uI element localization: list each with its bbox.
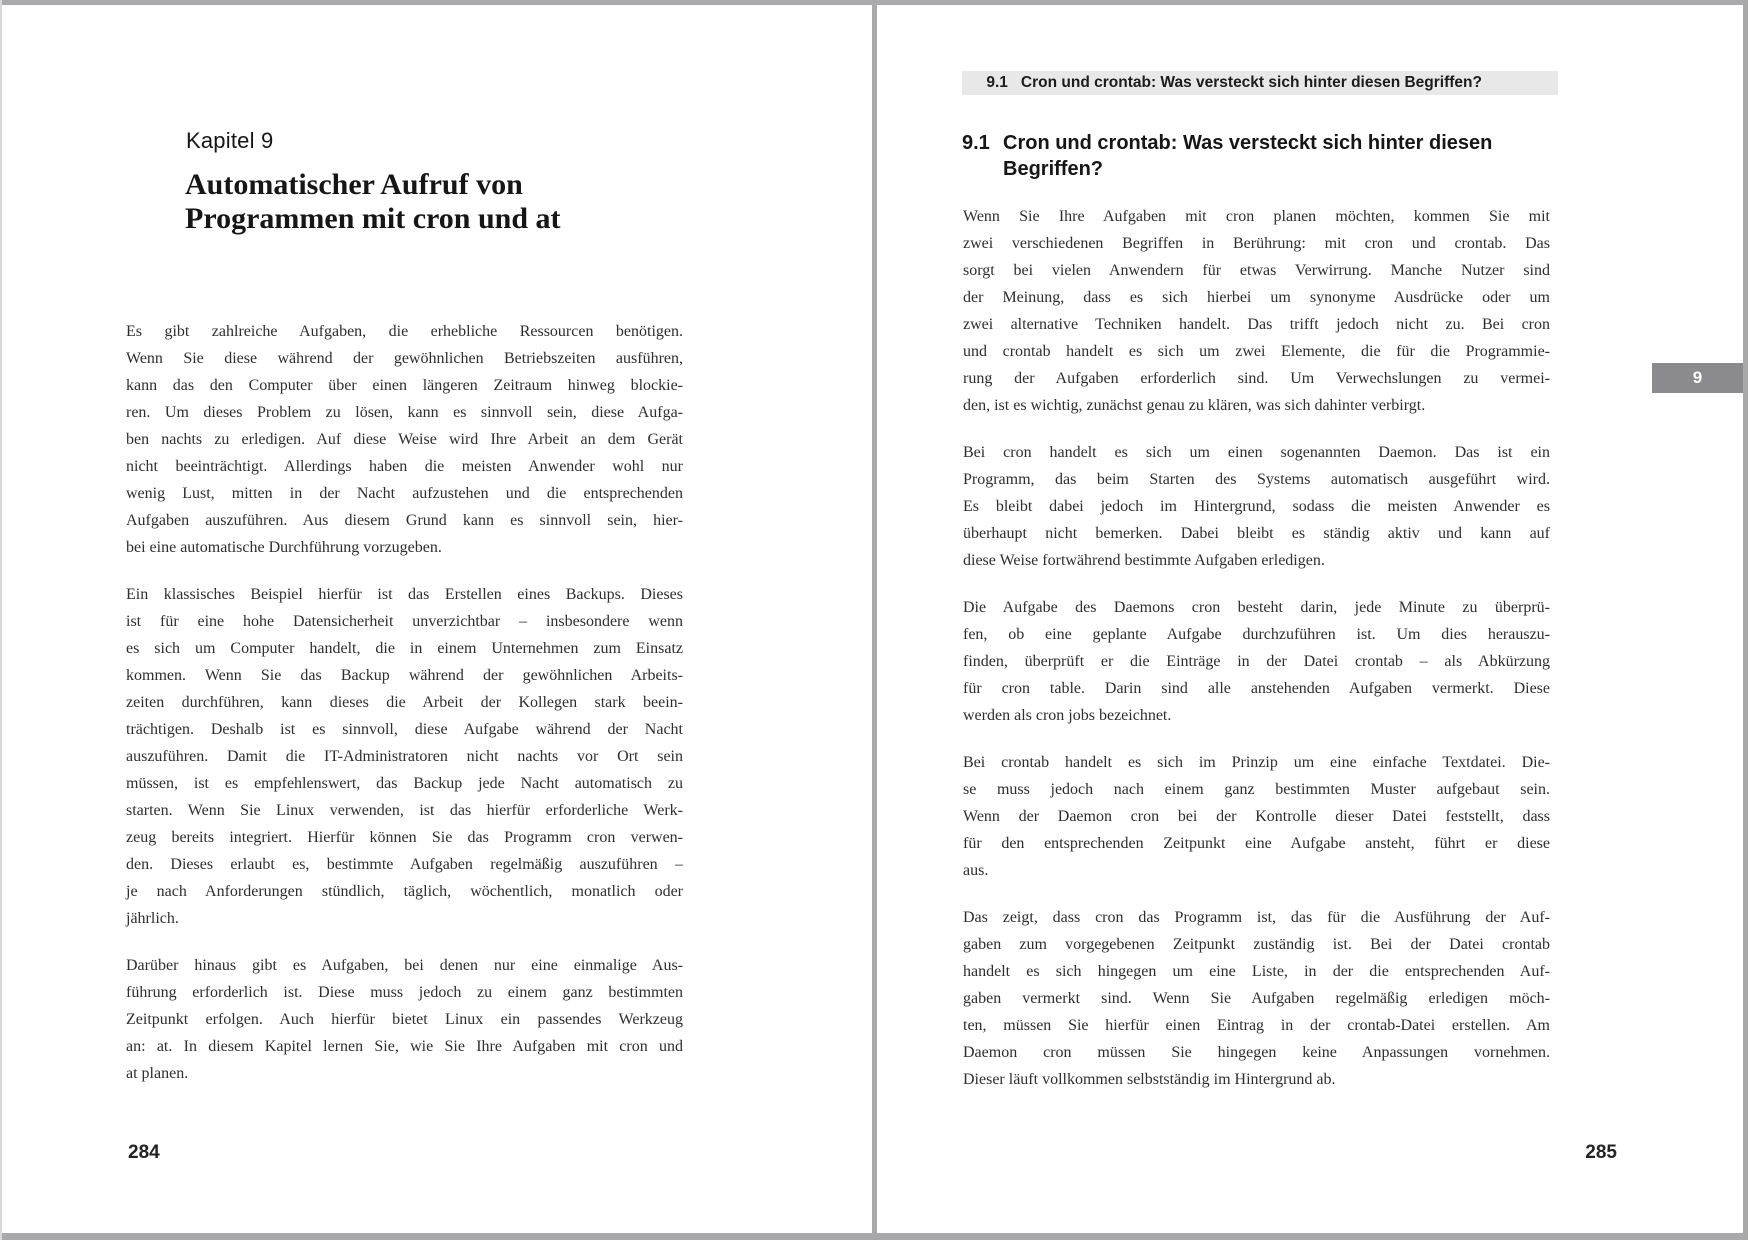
paragraph bbox=[963, 904, 1550, 1093]
text-line: Programm, das beim Starten des Systems automatisch ausgeführt wird. bbox=[963, 471, 1550, 488]
text-line: ren. Um dieses Problem zu lösen, kann es sinnvoll sein, diese Aufga- bbox=[126, 404, 683, 421]
page-divider bbox=[872, 0, 877, 1240]
text-line: jährlich. bbox=[126, 910, 179, 927]
text-line: je nach Anforderungen stündlich, täglich, wöchentlich, monatlich oder bbox=[126, 883, 683, 900]
left-page-body bbox=[126, 318, 683, 1107]
text-line: aus. bbox=[963, 862, 989, 879]
text-line: nicht beeinträchtigt. Allerdings haben die meisten Anwender wohl nur bbox=[126, 458, 683, 475]
text-line: den, ist es wichtig, zunächst genau zu klären, was sich dahinter verbirgt. bbox=[963, 397, 1426, 414]
chapter-number-label: Kapitel 9 bbox=[186, 128, 274, 153]
section-heading-title bbox=[1003, 130, 1492, 182]
text-line: finden, überprüft er die Einträge in der Datei crontab – als Abkürzung bbox=[963, 653, 1550, 670]
text-line: Dieser läuft vollkommen selbstständig im Hintergrund ab. bbox=[963, 1071, 1336, 1088]
chapter-title bbox=[185, 168, 785, 236]
text-line: auszuführen. Damit die IT-Administratoren nicht nachts vor Ort sein bbox=[126, 748, 683, 765]
text-line: Es bleibt dabei jedoch im Hintergrund, sodass die meisten Anwender es bbox=[963, 498, 1550, 515]
text-line: zeiten durchführen, kann dieses die Arbeit der Kollegen stark beein- bbox=[126, 694, 683, 711]
text-line: sorgt bei vielen Anwendern für etwas Verwirrung. Manche Nutzer sind bbox=[963, 262, 1550, 279]
text-line: zeug bereits integriert. Hierfür können Sie das Programm cron verwen- bbox=[126, 829, 683, 846]
text-line: und crontab handelt es sich um zwei Elemente, die für die Programmie- bbox=[963, 343, 1550, 360]
page-number-left: 284 bbox=[128, 1142, 160, 1163]
text-line: müssen, ist es empfehlenswert, das Backup jede Nacht automatisch zu bbox=[126, 775, 683, 792]
frame-right-bar bbox=[1743, 0, 1748, 1240]
text-line: kommen. Wenn Sie das Backup während der gewöhnlichen Arbeits- bbox=[126, 667, 683, 684]
paragraph bbox=[126, 318, 683, 561]
text-line: den. Dieses erlaubt es, bestimmte Aufgaben regelmäßig auszuführen – bbox=[126, 856, 683, 873]
text-line: Zeitpunkt erfolgen. Auch hierfür bietet Linux ein passendes Werkzeug bbox=[126, 1011, 683, 1028]
frame-top-bar bbox=[0, 0, 1748, 5]
running-header bbox=[962, 71, 1558, 95]
running-header-number: 9.1 bbox=[986, 74, 1008, 91]
running-header-text: Cron und crontab: Was versteckt sich hinter diesen Begriffen? bbox=[1020, 74, 1482, 91]
heading-line: Begriffen? bbox=[1003, 158, 1103, 180]
paragraph bbox=[126, 581, 683, 932]
text-line: es sich um Computer handelt, die in einem Unternehmen zum Einsatz bbox=[126, 640, 683, 657]
text-line: diese Weise fortwährend bestimmte Aufgaben erledigen. bbox=[963, 552, 1325, 569]
text-line: fen, ob eine geplante Aufgabe durchzuführen ist. Um dies herauszu- bbox=[963, 626, 1550, 643]
text-line: Darüber hinaus gibt es Aufgaben, bei denen nur eine einmalige Aus- bbox=[126, 957, 683, 974]
text-line: zwei alternative Techniken handelt. Das trifft jedoch nicht zu. Bei cron bbox=[963, 316, 1550, 333]
paragraph bbox=[963, 439, 1550, 574]
text-line: an: at. In diesem Kapitel lernen Sie, wie Sie Ihre Aufgaben mit cron und bbox=[126, 1038, 683, 1055]
text-line: Wenn Sie diese während der gewöhnlichen Betriebszeiten ausführen, bbox=[126, 350, 683, 367]
text-line: bei eine automatische Durchführung vorzugeben. bbox=[126, 539, 442, 556]
text-line: ten, müssen Sie hierfür einen Eintrag in der crontab-Datei erstellen. Am bbox=[963, 1017, 1550, 1034]
text-line: Daemon cron müssen Sie hingegen keine Anpassungen vornehmen. bbox=[963, 1044, 1550, 1061]
text-line: Ein klassisches Beispiel hierfür ist das Erstellen eines Backups. Dieses bbox=[126, 586, 683, 603]
text-line: werden als cron jobs bezeichnet. bbox=[963, 707, 1172, 724]
text-line: der Meinung, dass es sich hierbei um synonyme Ausdrücke oder um bbox=[963, 289, 1550, 306]
text-line: für cron table. Darin sind alle anstehenden Aufgaben vermerkt. Diese bbox=[963, 680, 1550, 697]
paragraph bbox=[963, 203, 1550, 419]
text-line: kann das den Computer über einen längeren Zeitraum hinweg blockie- bbox=[126, 377, 683, 394]
heading-line: Automatischer Aufruf von bbox=[185, 168, 523, 201]
paragraph bbox=[963, 594, 1550, 729]
heading-line: Programmen mit cron und at bbox=[185, 202, 561, 235]
text-line: handelt es sich hingegen um eine Liste, in der die entsprechenden Auf- bbox=[963, 963, 1550, 980]
text-line: zwei verschiedenen Begriffen in Berührung: mit cron und crontab. Das bbox=[963, 235, 1550, 252]
text-line: Bei cron handelt es sich um einen sogenannten Daemon. Das ist ein bbox=[963, 444, 1550, 461]
text-line: überhaupt nicht bemerken. Dabei bleibt es ständig aktiv und kann auf bbox=[963, 525, 1550, 542]
text-line: at planen. bbox=[126, 1065, 189, 1082]
text-line: Bei crontab handelt es sich im Prinzip um eine einfache Textdatei. Die- bbox=[963, 754, 1550, 771]
text-line: ist für eine hohe Datensicherheit unverzichtbar – insbesondere wenn bbox=[126, 613, 683, 630]
section-heading bbox=[962, 130, 1562, 182]
text-line: starten. Wenn Sie Linux verwenden, ist das hierfür erforderliche Werk- bbox=[126, 802, 683, 819]
text-line: Es gibt zahlreiche Aufgaben, die erhebliche Ressourcen benötigen. bbox=[126, 323, 683, 340]
text-line: rung der Aufgaben erforderlich sind. Um Verwechslungen zu vermei- bbox=[963, 370, 1550, 387]
page-number-right: 285 bbox=[1585, 1142, 1617, 1163]
text-line: Wenn der Daemon cron bei der Kontrolle dieser Datei feststellt, dass bbox=[963, 808, 1550, 825]
text-line: Das zeigt, dass cron das Programm ist, das für die Ausführung der Auf- bbox=[963, 909, 1550, 926]
frame-bottom-bar bbox=[0, 1233, 1748, 1240]
text-line: gaben zum vorgegebenen Zeitpunkt zuständig ist. Bei der Datei crontab bbox=[963, 936, 1550, 953]
text-line: trächtigen. Deshalb ist es sinnvoll, diese Aufgabe während der Nacht bbox=[126, 721, 683, 738]
text-line: führung erforderlich ist. Diese muss jedoch zu einem ganz bestimmten bbox=[126, 984, 683, 1001]
frame-left-bar bbox=[0, 0, 2, 1240]
heading-line: Cron und crontab: Was versteckt sich hinter diesen bbox=[1003, 132, 1493, 154]
text-line: gaben vermerkt sind. Wenn Sie Aufgaben regelmäßig erledigen möch- bbox=[963, 990, 1550, 1007]
text-line: se muss jedoch nach einem ganz bestimmten Muster aufgebaut sein. bbox=[963, 781, 1550, 798]
text-line: für den entsprechenden Zeitpunkt eine Aufgabe ansteht, führt er diese bbox=[963, 835, 1550, 852]
text-line: Wenn Sie Ihre Aufgaben mit cron planen möchten, kommen Sie mit bbox=[963, 208, 1550, 225]
chapter-tab: 9 bbox=[1652, 363, 1743, 393]
text-line: ben nachts zu erledigen. Auf diese Weise wird Ihre Arbeit an dem Gerät bbox=[126, 431, 683, 448]
text-line: Aufgaben auszuführen. Aus diesem Grund kann es sinnvoll sein, hier- bbox=[126, 512, 683, 529]
paragraph bbox=[963, 749, 1550, 884]
right-page-body bbox=[963, 203, 1550, 1113]
section-heading-number: 9.1 bbox=[962, 132, 990, 154]
text-line: Die Aufgabe des Daemons cron besteht darin, jede Minute zu überprü- bbox=[963, 599, 1550, 616]
paragraph bbox=[126, 952, 683, 1087]
text-line: wenig Lust, mitten in der Nacht aufzustehen und die entsprechenden bbox=[126, 485, 683, 502]
